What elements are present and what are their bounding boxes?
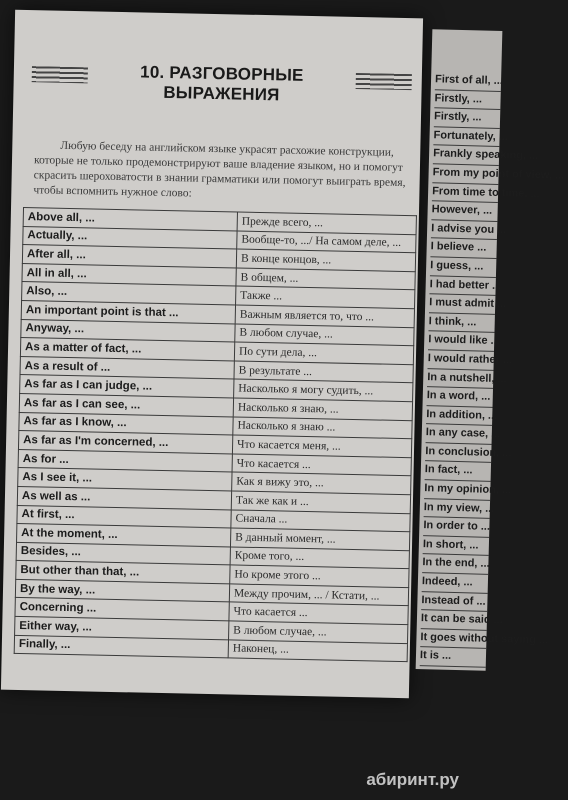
russian-translation: Также ... [236,286,415,308]
next-page-phrase: I would like ... [428,332,494,352]
english-phrase: But other than that, ... [16,561,230,584]
next-page-phrase: Fortunately, ... [433,127,499,147]
next-page-phrase: However, ... [431,201,497,221]
next-page-phrase: It goes without saying ... [420,629,486,649]
russian-translation: В данный момент, ... [230,528,409,550]
russian-translation: В любом случае, ... [235,324,414,346]
phrases-table [14,207,417,662]
next-page-phrase: In order to ... [423,517,489,537]
russian-translation: Вообще-то, .../ На самом деле, ... [237,231,416,253]
english-phrase: As a result of ... [20,356,234,379]
russian-translation: Сначала ... [231,509,410,531]
english-phrase: Also, ... [22,282,236,305]
next-page-phrase: In a nutshell, ... [427,369,493,389]
next-page-phrase: In my opinion, ... [424,480,490,500]
next-page-phrase: I guess, ... [430,257,496,277]
next-page-phrase: I would rather ... [428,350,494,370]
next-page-phrase: Instead of ... [421,592,487,612]
next-page-phrase: I believe ... [430,239,496,259]
next-page-phrase: I advise you ... [431,220,497,240]
russian-translation: Насколько я могу судить, ... [234,379,413,401]
next-page-phrase: In any case, ... [426,424,492,444]
english-phrase: At first, ... [17,505,231,528]
chapter-heading-band [32,58,413,105]
english-phrase: As far as I can see, ... [19,393,233,416]
russian-translation: В общем, ... [236,268,415,290]
english-phrase: Concerning ... [15,598,229,621]
russian-translation: Что касается ... [229,602,408,624]
english-phrase: All in all, ... [22,263,236,286]
next-page-phrase: Firstly, ... [434,108,500,128]
russian-translation: Что касается меня, ... [232,435,411,457]
next-page-phrase: It can be said ... [421,610,487,630]
russian-translation: Между прочим, ... / Кстати, ... [229,584,408,606]
next-page-phrase: I think, ... [428,313,494,333]
english-phrase: Besides, ... [16,542,230,565]
next-page-phrase: Firstly, ... [434,90,500,110]
heading-stripes-right [356,73,412,90]
next-page-phrase: Frankly speaking, ... [433,146,499,166]
next-page-phrase: In the end, ... [422,555,488,575]
english-phrase: By the way, ... [15,579,229,602]
russian-translation: Насколько я знаю ... [233,416,412,438]
russian-translation: Что касается ... [232,454,411,476]
next-page-phrase: Indeed, ... [422,573,488,593]
next-page-phrase: In my view, ... [424,499,490,519]
english-phrase: As far as I can judge, ... [20,375,234,398]
next-page-phrase: In a word, ... [427,387,493,407]
russian-translation: Важным является то, что ... [235,305,414,327]
next-page-phrase: In conclusion, ... [425,443,491,463]
book-page [1,10,423,698]
russian-translation: Кроме того, ... [230,547,409,569]
russian-translation: По сути дела, ... [234,342,413,364]
watermark: абиринт.ру [366,770,459,789]
russian-translation: Как я вижу это, ... [232,472,411,494]
next-page-phrase: First of all, ... [435,71,501,91]
english-phrase: Either way, ... [15,616,229,639]
heading-stripes-left [32,66,88,83]
english-phrase: As far as I'm concerned, ... [18,431,232,454]
next-page-phrase: From my point of view, ... [432,164,498,184]
english-phrase: As well as ... [17,486,231,509]
russian-translation: Прежде всего, ... [237,212,416,234]
russian-translation: Насколько я знаю, ... [233,398,412,420]
russian-translation: В конце концов, ... [236,249,415,271]
next-page-phrase: From time to time, ... [432,183,498,203]
english-phrase: As for ... [18,449,232,472]
english-phrase: After all, ... [22,245,236,268]
english-phrase: At the moment, ... [17,524,231,547]
english-phrase: An important point is that ... [21,300,235,323]
next-page-phrase: I had better ... [429,276,495,296]
russian-translation: Так же как и ... [231,491,410,513]
english-phrase: Finally, ... [14,635,228,658]
english-phrase: Above all, ... [23,208,237,231]
next-page-phrase: It is ... [420,647,486,667]
english-phrase: As I see it, ... [18,468,232,491]
next-page-phrase: In addition, ... [426,406,492,426]
intro-paragraph: Любую беседу на английском языке украсят расхожие конструкции, которые не только продемонстрируют ваше владение языком, но и помогут скрасить шероховатости в знании грамматики или помогут выиграть время, чтобы вспомнить нужное слово: [33,139,406,200]
next-page-phrase: I must admit ... [429,294,495,314]
russian-translation: В результате ... [234,361,413,383]
chapter-heading: 10. РАЗГОВОРНЫЕ ВЫРАЖЕНИЯ [139,62,304,105]
russian-translation: Наконец, ... [228,640,407,662]
english-phrase: As far as I know, ... [19,412,233,435]
english-phrase: As a matter of fact, ... [20,338,234,361]
next-page-phrase: In fact, ... [425,462,491,482]
russian-translation: В любом случае, ... [229,621,408,643]
russian-translation: Но кроме этого ... [230,565,409,587]
english-phrase: Actually, ... [23,226,237,249]
english-phrase: Anyway, ... [21,319,235,342]
next-page-fragment [416,29,565,671]
next-page-phrase: In short, ... [423,536,489,556]
